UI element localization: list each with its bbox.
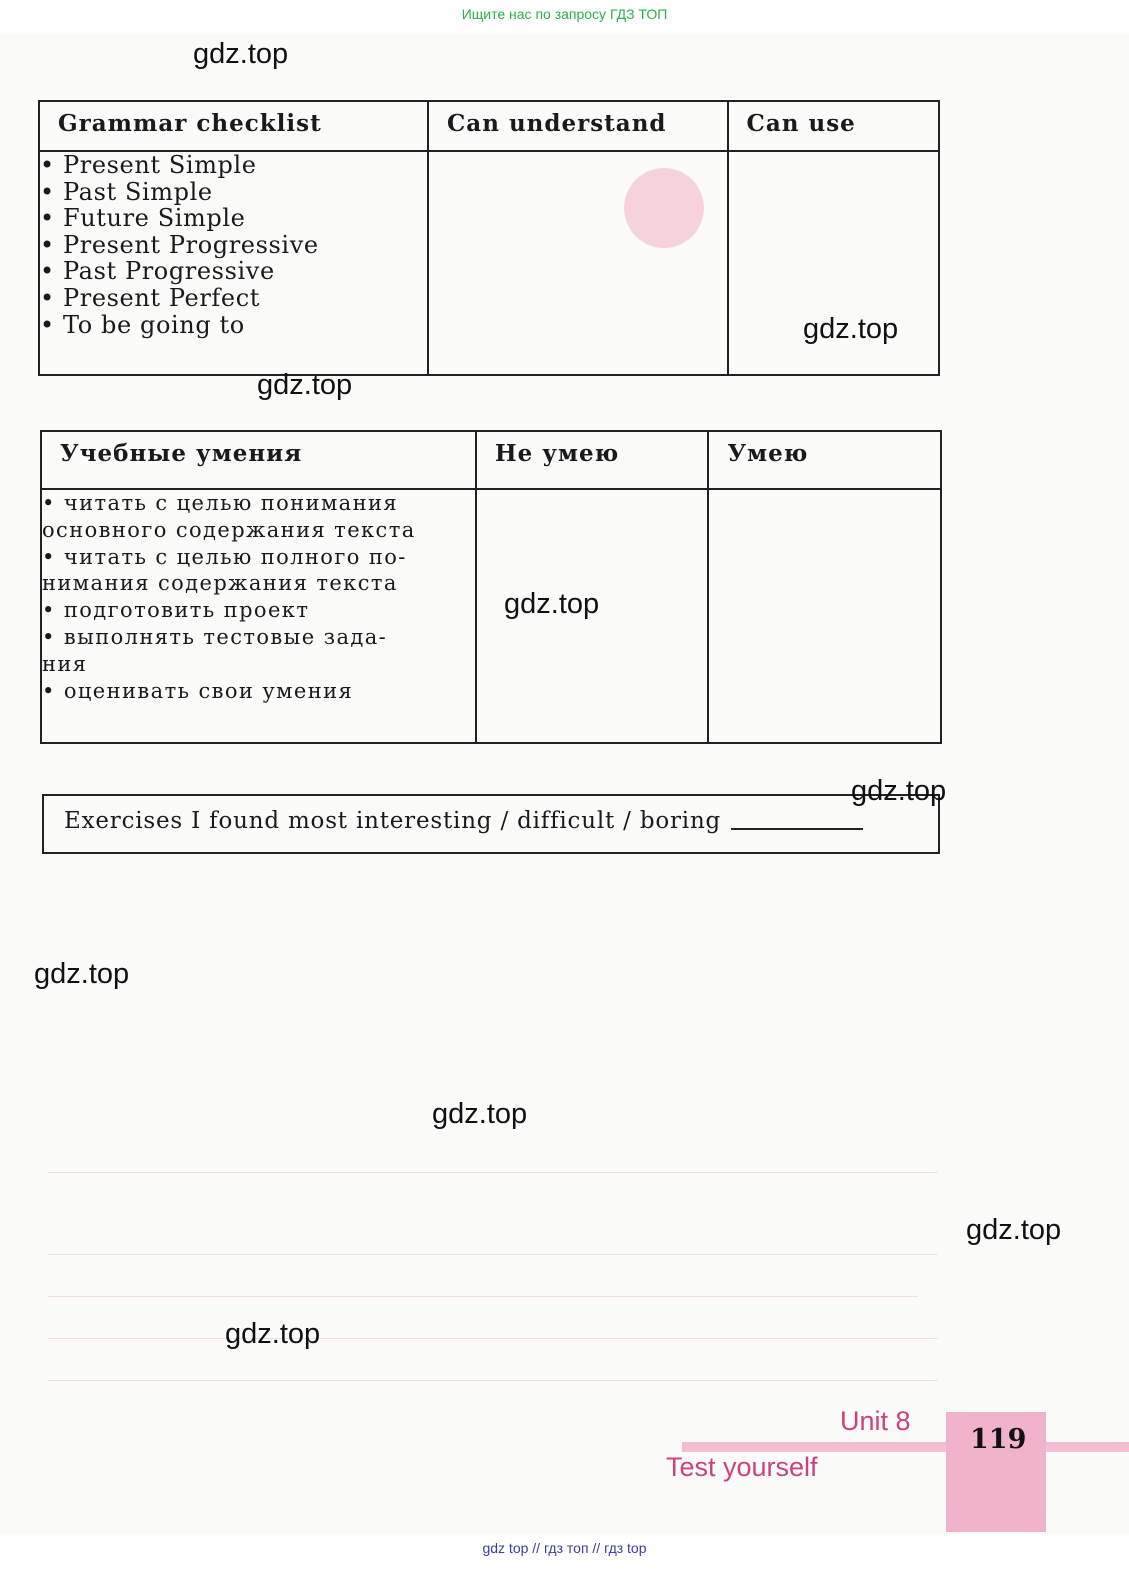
- grammar-item: • Present Simple: [40, 152, 427, 179]
- exercises-box: [42, 794, 940, 854]
- watermark-text: gdz.top: [34, 958, 130, 990]
- grammar-item: • Past Progressive: [40, 258, 427, 285]
- watermark-text: gdz.top: [257, 369, 353, 401]
- watermark-text: gdz.top: [193, 38, 289, 70]
- watermark-text: gdz.top: [851, 775, 947, 807]
- page-number: 119: [970, 1424, 1027, 1455]
- exercises-text: Exercises I found most interesting / difficult / boring: [64, 808, 722, 834]
- cannot-do-header: Не умею: [476, 431, 709, 489]
- skill-line: • выполнять тестовые зада-: [42, 624, 388, 649]
- exercises-answer-line[interactable]: [731, 827, 863, 830]
- top-banner: Ищите нас по запросу ГДЗ ТОП: [461, 6, 668, 22]
- bleed-line: [48, 1172, 938, 1173]
- bleed-line: [48, 1254, 938, 1255]
- grammar-checklist-header: Grammar checklist: [39, 101, 428, 151]
- skills-table: [40, 430, 942, 744]
- section-label: Test yourself: [666, 1452, 818, 1482]
- skill-line: нимания содержания текста: [42, 571, 398, 596]
- grammar-item: • Past Simple: [40, 179, 427, 206]
- unit-label: Unit 8: [840, 1406, 911, 1436]
- can-do-cell[interactable]: [708, 489, 941, 743]
- can-understand-header: Can understand: [428, 101, 728, 151]
- watermark-text: gdz.top: [225, 1318, 321, 1350]
- skill-line: • оценивать свои умения: [42, 678, 354, 703]
- skill-line: • подготовить проект: [42, 598, 310, 623]
- can-use-header: Can use: [728, 101, 939, 151]
- watermark-text: gdz.top: [432, 1098, 528, 1130]
- can-understand-cell[interactable]: [428, 151, 728, 375]
- skills-header: Учебные умения: [41, 431, 476, 489]
- bottom-footer: gdz top // гдз топ // гдз top: [482, 1540, 647, 1556]
- grammar-items-cell: [39, 151, 428, 375]
- bleed-line: [48, 1380, 938, 1381]
- skill-line: • читать с целью понимания: [42, 491, 399, 515]
- watermark-text: gdz.top: [966, 1214, 1062, 1246]
- watermark-text: gdz.top: [504, 588, 600, 620]
- bleed-line: [48, 1338, 938, 1339]
- skill-line: основного содержания текста: [42, 517, 416, 542]
- bleed-line: [48, 1296, 918, 1297]
- skill-line: ния: [42, 651, 88, 676]
- grammar-item: • Present Progressive: [40, 232, 427, 259]
- watermark-text: gdz.top: [803, 313, 899, 345]
- pink-footer-bar: [682, 1442, 1129, 1452]
- grammar-item: • Future Simple: [40, 205, 427, 232]
- grammar-item: • To be going to: [40, 312, 427, 339]
- skill-line: • читать с целью полного по-: [42, 544, 407, 569]
- can-do-header: Умею: [708, 431, 941, 489]
- grammar-item: • Present Perfect: [40, 285, 427, 312]
- skills-items-cell: [41, 489, 476, 743]
